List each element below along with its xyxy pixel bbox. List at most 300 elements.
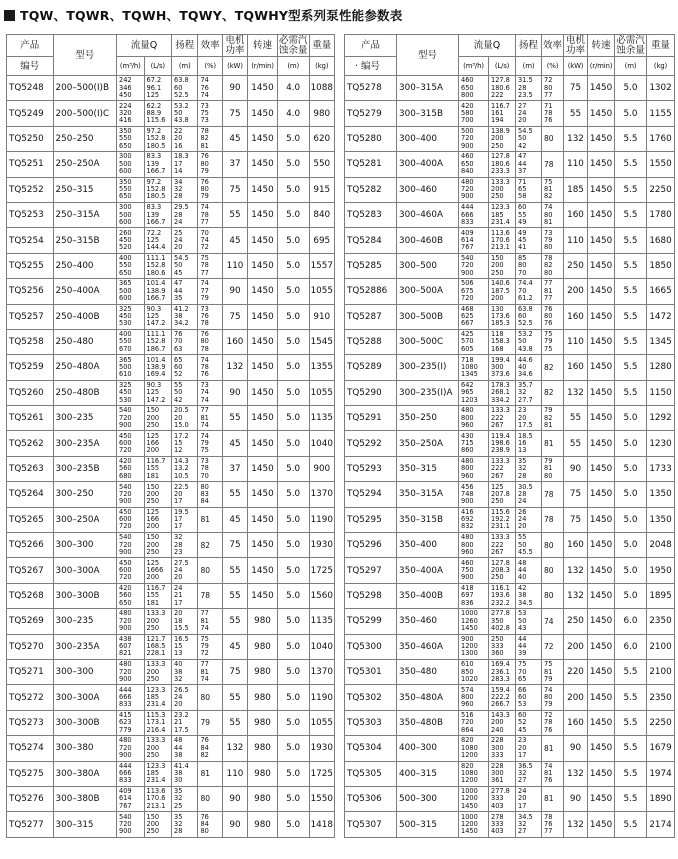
model-code: TQ5297 bbox=[345, 558, 397, 583]
power-value: 90 bbox=[222, 812, 247, 837]
head-value: 75 70 65 bbox=[516, 659, 542, 684]
power-value: 55 bbox=[222, 583, 247, 608]
speed-value: 980 bbox=[248, 685, 278, 710]
flow-ls: 143.3 200 240 bbox=[489, 710, 516, 735]
flow-m3h: 409 614 767 bbox=[117, 786, 145, 811]
flow-m3h: 516 720 864 bbox=[459, 710, 489, 735]
model-code: TQ5273 bbox=[7, 710, 54, 735]
weight-value: 1557 bbox=[309, 253, 334, 278]
speed-value: 1450 bbox=[588, 533, 615, 558]
header-model: 型号 bbox=[397, 35, 459, 76]
speed-value: 1450 bbox=[588, 761, 615, 786]
model-code: TQ5291 bbox=[345, 406, 397, 431]
header-speed: 转速 bbox=[588, 35, 615, 57]
power-value: 250 bbox=[564, 253, 588, 278]
power-value: 110 bbox=[564, 329, 588, 354]
efficiency-value: 75 78 77 bbox=[198, 253, 222, 278]
weight-value: 1355 bbox=[309, 355, 334, 380]
spec-table-left bbox=[6, 34, 335, 838]
efficiency-value: 81 bbox=[198, 507, 222, 532]
speed-value: 1450 bbox=[588, 431, 615, 456]
flow-m3h: 480 800 960 bbox=[459, 406, 489, 431]
weight-value: 1055 bbox=[309, 380, 334, 405]
flow-ls: 250 333 360 bbox=[489, 634, 516, 659]
pump-type: 250–315 bbox=[53, 177, 116, 202]
efficiency-value: 77 81 74 bbox=[198, 406, 222, 431]
flow-m3h: 438 607 821 bbox=[117, 634, 145, 659]
table-row bbox=[345, 279, 675, 304]
weight-value: 1930 bbox=[309, 533, 334, 558]
npsh-value: 5.5 bbox=[615, 786, 647, 811]
speed-value: 1450 bbox=[588, 126, 615, 151]
head-value: 36.5 32 27 bbox=[516, 761, 542, 786]
speed-value: 1450 bbox=[248, 152, 278, 177]
flow-m3h: 300 500 600 bbox=[117, 152, 145, 177]
power-value: 132 bbox=[564, 558, 588, 583]
table-row bbox=[7, 609, 335, 634]
flow-m3h: 425 570 605 bbox=[459, 329, 489, 354]
efficiency-value: 80 bbox=[542, 558, 564, 583]
head-value: 63.8 60 52.5 bbox=[172, 76, 198, 101]
flow-m3h: 365 500 600 bbox=[117, 279, 145, 304]
head-value: 54.5 50 45 bbox=[172, 253, 198, 278]
weight-value: 1190 bbox=[309, 685, 334, 710]
pump-type: 300–400A bbox=[397, 152, 459, 177]
power-value: 160 bbox=[564, 355, 588, 380]
flow-m3h: 325 450 530 bbox=[117, 304, 145, 329]
efficiency-value: 78 bbox=[542, 507, 564, 532]
head-value: 22 20 16 bbox=[172, 126, 198, 151]
model-code: TQ5248 bbox=[7, 76, 54, 101]
table-row bbox=[345, 583, 675, 608]
head-value: 35 32 28 bbox=[516, 456, 542, 481]
power-value: 90 bbox=[222, 786, 247, 811]
table-row bbox=[345, 634, 675, 659]
weight-value: 1560 bbox=[309, 583, 334, 608]
weight-value: 1550 bbox=[309, 786, 334, 811]
weight-value: 1055 bbox=[309, 279, 334, 304]
speed-value: 1450 bbox=[248, 533, 278, 558]
speed-value: 980 bbox=[248, 609, 278, 634]
speed-value: 1450 bbox=[248, 228, 278, 253]
pump-type: 300–500C bbox=[397, 329, 459, 354]
weight-value: 1055 bbox=[309, 710, 334, 735]
header-eff: 效率 bbox=[542, 35, 564, 57]
power-value: 185 bbox=[564, 177, 588, 202]
power-value: 160 bbox=[564, 533, 588, 558]
flow-m3h: 540 720 900 bbox=[117, 812, 145, 837]
pump-type: 300–300A bbox=[53, 558, 116, 583]
header-code: · 编号 bbox=[345, 57, 397, 76]
efficiency-value: 73 79 80 bbox=[542, 228, 564, 253]
pump-type: 250–250A bbox=[53, 152, 116, 177]
weight-value: 1150 bbox=[647, 380, 675, 405]
header-weight-unit: (kg) bbox=[309, 57, 334, 76]
npsh-value: 5.0 bbox=[615, 101, 647, 126]
efficiency-value: 74 78 77 bbox=[198, 202, 222, 227]
efficiency-value: 75 79 75 bbox=[542, 329, 564, 354]
flow-m3h: 300 500 600 bbox=[117, 202, 145, 227]
flow-m3h: 365 500 610 bbox=[117, 355, 145, 380]
table-row bbox=[345, 304, 675, 329]
flow-ls: 119.4 198.6 238.9 bbox=[489, 431, 516, 456]
flow-m3h: 224 320 416 bbox=[117, 101, 145, 126]
pump-type: 250–480A bbox=[53, 355, 116, 380]
flow-m3h: 506 675 720 bbox=[459, 279, 489, 304]
model-code: TQ5296 bbox=[345, 533, 397, 558]
weight-value: 2250 bbox=[647, 177, 675, 202]
speed-value: 1450 bbox=[588, 558, 615, 583]
efficiency-value: 79 82 81 bbox=[542, 406, 564, 431]
npsh-value: 5.0 bbox=[277, 279, 309, 304]
header-head: 扬程 bbox=[172, 35, 198, 57]
efficiency-value: 73 75 73 bbox=[198, 101, 222, 126]
table-row bbox=[345, 355, 675, 380]
weight-value: 1550 bbox=[647, 152, 675, 177]
flow-m3h: 430 715 860 bbox=[459, 431, 489, 456]
flow-ls: 101.4 138.9 166.7 bbox=[144, 279, 172, 304]
table-row bbox=[7, 355, 335, 380]
power-value: 45 bbox=[222, 228, 247, 253]
efficiency-value: 73 76 78 bbox=[198, 304, 222, 329]
head-value: 35 32 25 bbox=[172, 786, 198, 811]
npsh-value: 5.0 bbox=[615, 507, 647, 532]
efficiency-value: 74 76 74 bbox=[198, 76, 222, 101]
efficiency-value: 82 bbox=[198, 533, 222, 558]
head-value: 26 24 20 bbox=[516, 507, 542, 532]
table-row bbox=[7, 202, 335, 227]
head-value: 66 60 53 bbox=[516, 685, 542, 710]
pump-type: 300–315B bbox=[397, 101, 459, 126]
header-flow: 流量Q bbox=[459, 35, 516, 57]
pump-type: 300–250A bbox=[53, 507, 116, 532]
npsh-value: 5.5 bbox=[615, 126, 647, 151]
speed-value: 1450 bbox=[588, 583, 615, 608]
npsh-value: 5.0 bbox=[277, 253, 309, 278]
model-code: TQ5301 bbox=[345, 659, 397, 684]
head-value: 27 24 20 bbox=[516, 101, 542, 126]
speed-value: 1450 bbox=[588, 609, 615, 634]
speed-value: 1450 bbox=[588, 380, 615, 405]
pump-type: 300–500 bbox=[397, 253, 459, 278]
head-value: 53.2 50 43.8 bbox=[172, 101, 198, 126]
flow-m3h: 456 748 900 bbox=[459, 482, 489, 507]
speed-value: 1450 bbox=[248, 355, 278, 380]
speed-value: 980 bbox=[248, 634, 278, 659]
head-value: 29.5 28 24 bbox=[172, 202, 198, 227]
npsh-value: 5.0 bbox=[277, 406, 309, 431]
speed-value: 980 bbox=[248, 710, 278, 735]
efficiency-value: 78 82 80 bbox=[542, 253, 564, 278]
flow-ls: 83.3 139 166.7 bbox=[144, 152, 172, 177]
speed-value: 1450 bbox=[588, 152, 615, 177]
flow-m3h: 1000 1260 1450 bbox=[459, 609, 489, 634]
power-value: 55 bbox=[222, 609, 247, 634]
model-code: TQ5262 bbox=[7, 431, 54, 456]
flow-m3h: 574 800 960 bbox=[459, 685, 489, 710]
npsh-value: 5.5 bbox=[615, 736, 647, 761]
square-bullet-icon bbox=[4, 10, 15, 21]
speed-value: 1450 bbox=[248, 558, 278, 583]
npsh-value: 5.0 bbox=[277, 329, 309, 354]
flow-ls: 133.3 200 250 bbox=[144, 736, 172, 761]
table-row bbox=[7, 152, 335, 177]
model-code: TQ5304 bbox=[345, 736, 397, 761]
table-row bbox=[345, 177, 675, 202]
flow-m3h: 480 720 900 bbox=[117, 736, 145, 761]
header-speed-unit: (r/min) bbox=[588, 57, 615, 76]
flow-ls: 67.2 96.1 125 bbox=[144, 76, 172, 101]
flow-m3h: 416 692 832 bbox=[459, 507, 489, 532]
speed-value: 1450 bbox=[248, 431, 278, 456]
speed-value: 1450 bbox=[248, 126, 278, 151]
pump-type: 300–400 bbox=[397, 126, 459, 151]
npsh-value: 5.0 bbox=[277, 634, 309, 659]
weight-value: 1665 bbox=[647, 279, 675, 304]
model-code: TQ5278 bbox=[345, 76, 397, 101]
power-value: 160 bbox=[564, 304, 588, 329]
model-code: TQ5281 bbox=[345, 152, 397, 177]
head-value: 54.5 50 42 bbox=[516, 126, 542, 151]
header-eff: 效率 bbox=[198, 35, 222, 57]
flow-ls: 115.3 173.1 216.4 bbox=[144, 710, 172, 735]
weight-value: 1679 bbox=[647, 736, 675, 761]
npsh-value: 5.0 bbox=[277, 583, 309, 608]
power-value: 90 bbox=[564, 456, 588, 481]
flow-m3h: 444 666 833 bbox=[117, 685, 145, 710]
model-code: TQ5302 bbox=[345, 685, 397, 710]
flow-m3h: 540 720 900 bbox=[117, 482, 145, 507]
pump-type: 350–480 bbox=[397, 659, 459, 684]
flow-m3h: 540 720 900 bbox=[459, 253, 489, 278]
table-row bbox=[7, 177, 335, 202]
table-row bbox=[345, 228, 675, 253]
npsh-value: 5.0 bbox=[277, 380, 309, 405]
power-value: 200 bbox=[564, 279, 588, 304]
table-row bbox=[345, 812, 675, 837]
head-value: 17.2 15 12 bbox=[172, 431, 198, 456]
power-value: 200 bbox=[564, 685, 588, 710]
title-bar bbox=[4, 4, 402, 26]
pump-type: 250–315A bbox=[53, 202, 116, 227]
pump-type: 200–500(I)C bbox=[53, 101, 116, 126]
model-code: TQ5272 bbox=[7, 685, 54, 710]
power-value: 90 bbox=[222, 279, 247, 304]
flow-m3h: 540 720 900 bbox=[117, 533, 145, 558]
flow-m3h: 325 450 530 bbox=[117, 380, 145, 405]
table-row bbox=[345, 431, 675, 456]
power-value: 75 bbox=[222, 533, 247, 558]
head-value: 48 44 40 bbox=[516, 558, 542, 583]
model-code: TQ5257 bbox=[7, 304, 54, 329]
weight-value: 1680 bbox=[647, 228, 675, 253]
speed-value: 1450 bbox=[588, 406, 615, 431]
model-code: TQ5299 bbox=[345, 609, 397, 634]
model-code: TQ5283 bbox=[345, 202, 397, 227]
weight-value: 1725 bbox=[309, 558, 334, 583]
efficiency-value: 73 78 70 bbox=[198, 456, 222, 481]
npsh-value: 5.5 bbox=[615, 177, 647, 202]
pump-type: 300–235(I)A bbox=[397, 380, 459, 405]
npsh-value: 4.0 bbox=[277, 76, 309, 101]
table-row bbox=[345, 380, 675, 405]
pump-type: 300–460B bbox=[397, 228, 459, 253]
pump-type: 300–315A bbox=[397, 76, 459, 101]
flow-ls: 116.7 161 194 bbox=[489, 101, 516, 126]
pump-type: 350–250A bbox=[397, 431, 459, 456]
model-code: TQ5275 bbox=[7, 761, 54, 786]
model-code: TQ5252 bbox=[7, 177, 54, 202]
power-value: 110 bbox=[564, 152, 588, 177]
efficiency-value: 75 79 72 bbox=[198, 634, 222, 659]
head-value: 31.5 28 23.5 bbox=[516, 76, 542, 101]
power-value: 132 bbox=[222, 736, 247, 761]
pump-type: 350–460A bbox=[397, 634, 459, 659]
power-value: 55 bbox=[564, 431, 588, 456]
head-value: 48 44 38 bbox=[172, 736, 198, 761]
npsh-value: 5.0 bbox=[277, 177, 309, 202]
pump-type: 300–235 bbox=[53, 609, 116, 634]
pump-type: 300–250 bbox=[53, 482, 116, 507]
power-value: 55 bbox=[222, 558, 247, 583]
power-value: 37 bbox=[222, 152, 247, 177]
header-power-unit: (kW) bbox=[222, 57, 247, 76]
model-code: TQ5277 bbox=[7, 812, 54, 837]
speed-value: 1450 bbox=[588, 101, 615, 126]
power-value: 132 bbox=[564, 812, 588, 837]
npsh-value: 5.0 bbox=[277, 152, 309, 177]
speed-value: 1450 bbox=[588, 76, 615, 101]
model-code: TQ5284 bbox=[345, 228, 397, 253]
table-row bbox=[7, 507, 335, 532]
flow-ls: 125 166 200 bbox=[144, 431, 172, 456]
header-npsh: 必需汽蚀余量 bbox=[278, 34, 308, 56]
npsh-value: 5.0 bbox=[615, 456, 647, 481]
head-value: 23 20 17.5 bbox=[516, 406, 542, 431]
speed-value: 1450 bbox=[588, 507, 615, 532]
speed-value: 1450 bbox=[588, 482, 615, 507]
table-row bbox=[7, 685, 335, 710]
flow-m3h: 420 580 700 bbox=[459, 101, 489, 126]
npsh-value: 5.0 bbox=[615, 533, 647, 558]
flow-m3h: 418 697 836 bbox=[459, 583, 489, 608]
model-code: TQ5306 bbox=[345, 786, 397, 811]
efficiency-value: 74 80 81 bbox=[542, 202, 564, 227]
speed-value: 1450 bbox=[588, 786, 615, 811]
head-value: 34 32 28 bbox=[172, 177, 198, 202]
model-code: TQ5250 bbox=[7, 126, 54, 151]
model-code: TQ5289 bbox=[345, 355, 397, 380]
efficiency-value: 78 bbox=[542, 152, 564, 177]
model-code: TQ5298 bbox=[345, 583, 397, 608]
header-head-unit: (m) bbox=[172, 57, 198, 76]
power-value: 132 bbox=[564, 126, 588, 151]
power-value: 90 bbox=[222, 380, 247, 405]
speed-value: 1450 bbox=[588, 228, 615, 253]
pump-type: 300–300A bbox=[53, 685, 116, 710]
efficiency-value: 72 78 76 bbox=[542, 710, 564, 735]
model-code: TQ5276 bbox=[7, 786, 54, 811]
flow-m3h: 480 720 900 bbox=[117, 659, 145, 684]
flow-ls: 159.4 222.2 266.7 bbox=[489, 685, 516, 710]
efficiency-value: 77 81 74 bbox=[198, 609, 222, 634]
flow-ls: 121.7 168.5 228.1 bbox=[144, 634, 172, 659]
table-row bbox=[7, 126, 335, 151]
efficiency-value: 76 80 79 bbox=[198, 152, 222, 177]
power-value: 160 bbox=[564, 710, 588, 735]
efficiency-value: 79 bbox=[198, 710, 222, 735]
pump-type: 350–315A bbox=[397, 482, 459, 507]
weight-value: 1760 bbox=[647, 126, 675, 151]
speed-value: 980 bbox=[248, 786, 278, 811]
table-row bbox=[7, 786, 335, 811]
speed-value: 980 bbox=[248, 812, 278, 837]
flow-ls: 97.2 152.8 180.5 bbox=[144, 177, 172, 202]
power-value: 45 bbox=[222, 634, 247, 659]
flow-ls: 116.1 193.6 232.2 bbox=[489, 583, 516, 608]
power-value: 75 bbox=[564, 76, 588, 101]
efficiency-value: 70 74 72 bbox=[198, 228, 222, 253]
weight-value: 2174 bbox=[647, 812, 675, 837]
npsh-value: 5.0 bbox=[277, 456, 309, 481]
efficiency-value: 76 84 80 bbox=[198, 812, 222, 837]
model-code: TQ5280 bbox=[345, 126, 397, 151]
power-value: 55 bbox=[222, 482, 247, 507]
pump-type: 250–480 bbox=[53, 329, 116, 354]
flow-m3h: 540 720 900 bbox=[117, 406, 145, 431]
flow-ls: 116.7 155 181 bbox=[144, 583, 172, 608]
efficiency-value: 81 bbox=[542, 786, 564, 811]
power-value: 55 bbox=[222, 685, 247, 710]
weight-value: 620 bbox=[309, 126, 334, 151]
power-value: 132 bbox=[564, 380, 588, 405]
flow-ls: 118 158.3 168 bbox=[489, 329, 516, 354]
weight-value: 840 bbox=[309, 202, 334, 227]
header-flow-ls: (L/s) bbox=[489, 57, 516, 76]
power-value: 55 bbox=[564, 406, 588, 431]
table-row bbox=[345, 202, 675, 227]
flow-ls: 127.8 180.6 222 bbox=[489, 76, 516, 101]
table-row bbox=[7, 456, 335, 481]
speed-value: 1450 bbox=[248, 253, 278, 278]
speed-value: 1450 bbox=[588, 812, 615, 837]
power-value: 132 bbox=[564, 761, 588, 786]
efficiency-value: 74 81 76 bbox=[542, 761, 564, 786]
pump-type: 350–400 bbox=[397, 533, 459, 558]
efficiency-value: 74 78 76 bbox=[198, 355, 222, 380]
speed-value: 1450 bbox=[248, 177, 278, 202]
speed-value: 1450 bbox=[248, 482, 278, 507]
power-value: 90 bbox=[564, 736, 588, 761]
npsh-value: 5.0 bbox=[277, 710, 309, 735]
efficiency-value: 76 80 78 bbox=[198, 329, 222, 354]
table-row bbox=[7, 482, 335, 507]
table-row bbox=[7, 710, 335, 735]
weight-value: 1950 bbox=[647, 558, 675, 583]
weight-value: 2350 bbox=[647, 685, 675, 710]
weight-value: 980 bbox=[309, 101, 334, 126]
flow-ls: 133.3 200 250 bbox=[144, 659, 172, 684]
pump-type: 250–480B bbox=[53, 380, 116, 405]
head-value: 53.2 50 43.8 bbox=[516, 329, 542, 354]
model-code: TQ5290 bbox=[345, 380, 397, 405]
weight-value: 900 bbox=[309, 456, 334, 481]
power-value: 132 bbox=[222, 355, 247, 380]
model-code: TQ5279 bbox=[345, 101, 397, 126]
model-code: TQ5268 bbox=[7, 583, 54, 608]
power-value: 45 bbox=[222, 431, 247, 456]
speed-value: 1450 bbox=[248, 406, 278, 431]
